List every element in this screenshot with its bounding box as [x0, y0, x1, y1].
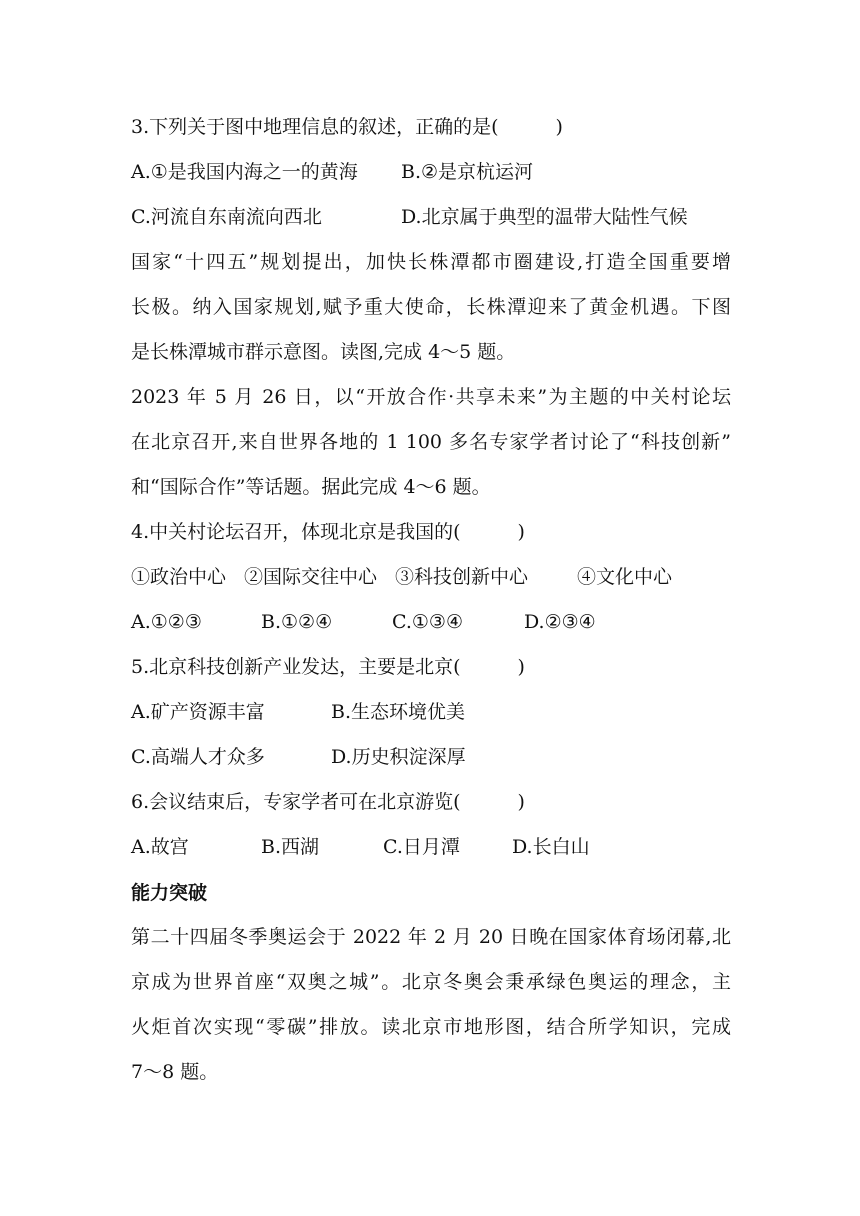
q6-options-row: [131, 835, 831, 859]
q6-option-c: C.日月潭: [383, 836, 460, 858]
q6-option-a: A.故宫: [131, 836, 189, 858]
passage1-line-2: 长极。纳入国家规划,赋予重大使命，长株潭迎来了黄金机遇。下图: [131, 296, 731, 318]
q3-stem: 3.下列关于图中地理信息的叙述，正确的是( ): [131, 116, 563, 138]
q5-option-c: C.高端人才众多: [131, 746, 265, 768]
q4-option-b: B.①②④: [261, 611, 333, 633]
q3-option-b: B.②是京杭运河: [401, 161, 534, 183]
q4-item-1: ①政治中心: [131, 566, 227, 588]
q4-options-row: [131, 610, 831, 634]
q3-option-d: D.北京属于典型的温带大陆性气候: [401, 206, 688, 228]
q4-item-2: ②国际交往中心: [244, 566, 378, 588]
passage2-line-2: 在北京召开,来自世界各地的 1 100 多名专家学者讨论了“科技创新”: [131, 431, 731, 453]
passage3-line-3: 火炬首次实现“零碳”排放。读北京市地形图，结合所学知识，完成: [131, 1016, 731, 1038]
q3-option-c: C.河流自东南流向西北: [131, 206, 322, 228]
passage3-line-2: 京成为世界首座“双奥之城”。北京冬奥会秉承绿色奥运的理念，主: [131, 971, 731, 993]
q5-options-row-2: [131, 745, 831, 769]
passage3-line-1: 第二十四届冬季奥运会于 2022 年 2 月 20 日晚在国家体育场闭幕,北: [131, 926, 731, 948]
passage2-line-1: 2023 年 5 月 26 日，以“开放合作·共享未来”为主题的中关村论坛: [131, 386, 731, 408]
passage2-line-3: 和“国际合作”等话题。据此完成 4～6 题。: [131, 476, 491, 498]
q5-stem: 5.北京科技创新产业发达，主要是北京( ): [131, 656, 525, 678]
q6-option-d: D.长白山: [512, 836, 590, 858]
q4-item-4: ④文化中心: [577, 566, 673, 588]
q5-option-d: D.历史积淀深厚: [331, 746, 466, 768]
q6-stem: 6.会议结束后，专家学者可在北京游览( ): [131, 791, 525, 813]
q5-options-row-1: [131, 700, 831, 724]
q4-option-a: A.①②③: [131, 611, 202, 633]
q4-option-d: D.②③④: [524, 611, 596, 633]
q3-option-a: A.①是我国内海之一的黄海: [131, 161, 358, 183]
passage1-line-1: 国家“十四五”规划提出，加快长株潭都市圈建设,打造全国重要增: [131, 251, 731, 273]
q5-option-a: A.矿产资源丰富: [131, 701, 265, 723]
q3-options-row-1: [131, 160, 831, 184]
section-heading: 能力突破: [131, 882, 208, 904]
q6-option-b: B.西湖: [261, 836, 320, 858]
q4-option-c: C.①③④: [392, 611, 463, 633]
q5-option-b: B.生态环境优美: [331, 701, 466, 723]
q4-stem: 4.中关村论坛召开，体现北京是我国的( ): [131, 521, 525, 543]
q4-items-row: [131, 565, 831, 589]
passage3-line-4: 7～8 题。: [131, 1061, 219, 1083]
q3-options-row-2: [131, 205, 831, 229]
q4-item-3: ③科技创新中心: [395, 566, 529, 588]
passage1-line-3: 是长株潭城市群示意图。读图,完成 4～5 题。: [131, 341, 516, 363]
